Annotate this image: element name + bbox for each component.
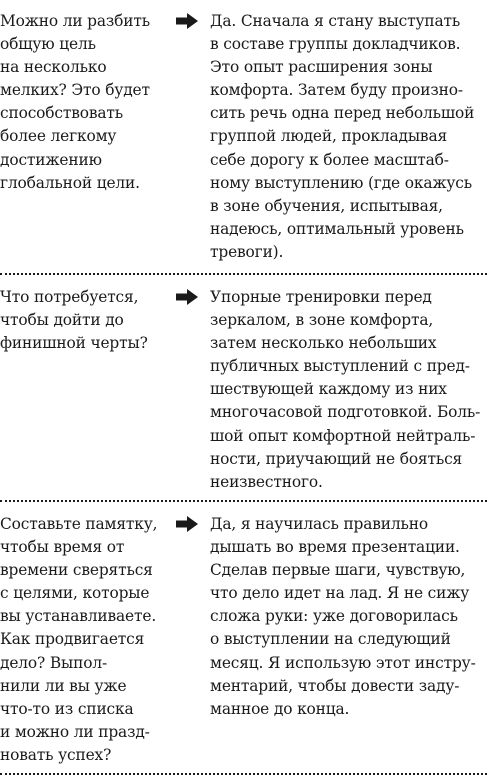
arrow-right-icon <box>176 13 198 29</box>
question-text: Можно ли разбить общую цель на несколько мелких? Это будет способствовать более легкому достижению глобальной цели. <box>0 12 150 192</box>
arrow-right-icon <box>176 289 198 305</box>
question-text: Составьте памятку, чтобы время от времени сверяться с целями, которые вы устанавливаете. Как продвигается дело? Выпол- нили ли вы уже что-то из списка и можно ли празд- новать успех? <box>0 515 158 764</box>
dotted-divider <box>0 500 487 502</box>
answer-text: Да. Сначала я стану выступать в составе группы докладчиков. Это опыт расширения зоны комфорта. Затем буду произно- сить речь одна перед небольшой группой людей, прокладывая себе дорогу к более масштаб- ному выступлению (где окажусь в зоне обучения, испытывая, надеюсь, оптимальный уровень тревоги). <box>210 12 475 261</box>
arrow-right-icon <box>176 516 198 532</box>
dotted-divider <box>0 773 487 775</box>
answer-text: Да, я научилась правильно дышать во время презентации. Сделав первые шаги, чувствую, что дело идет на лад. Я не сижу сложа руки: уже договорилась о выступлении на следующий месяц. Я использую этот инстру- ментарий, чтобы довести заду- манное до конца. <box>210 515 476 718</box>
dotted-divider <box>0 273 487 275</box>
question-text: Что потребуется, чтобы дойти до финишной черты? <box>0 288 148 353</box>
answer-text: Упорные тренировки перед зеркалом, в зоне комфорта, затем несколько небольших публичных выступлений с пред- шествующей каждому из них многочасовой подготовкой. Боль- шой опыт комфортной нейтраль- ности, приучающий не бояться неизвестного. <box>210 288 481 491</box>
